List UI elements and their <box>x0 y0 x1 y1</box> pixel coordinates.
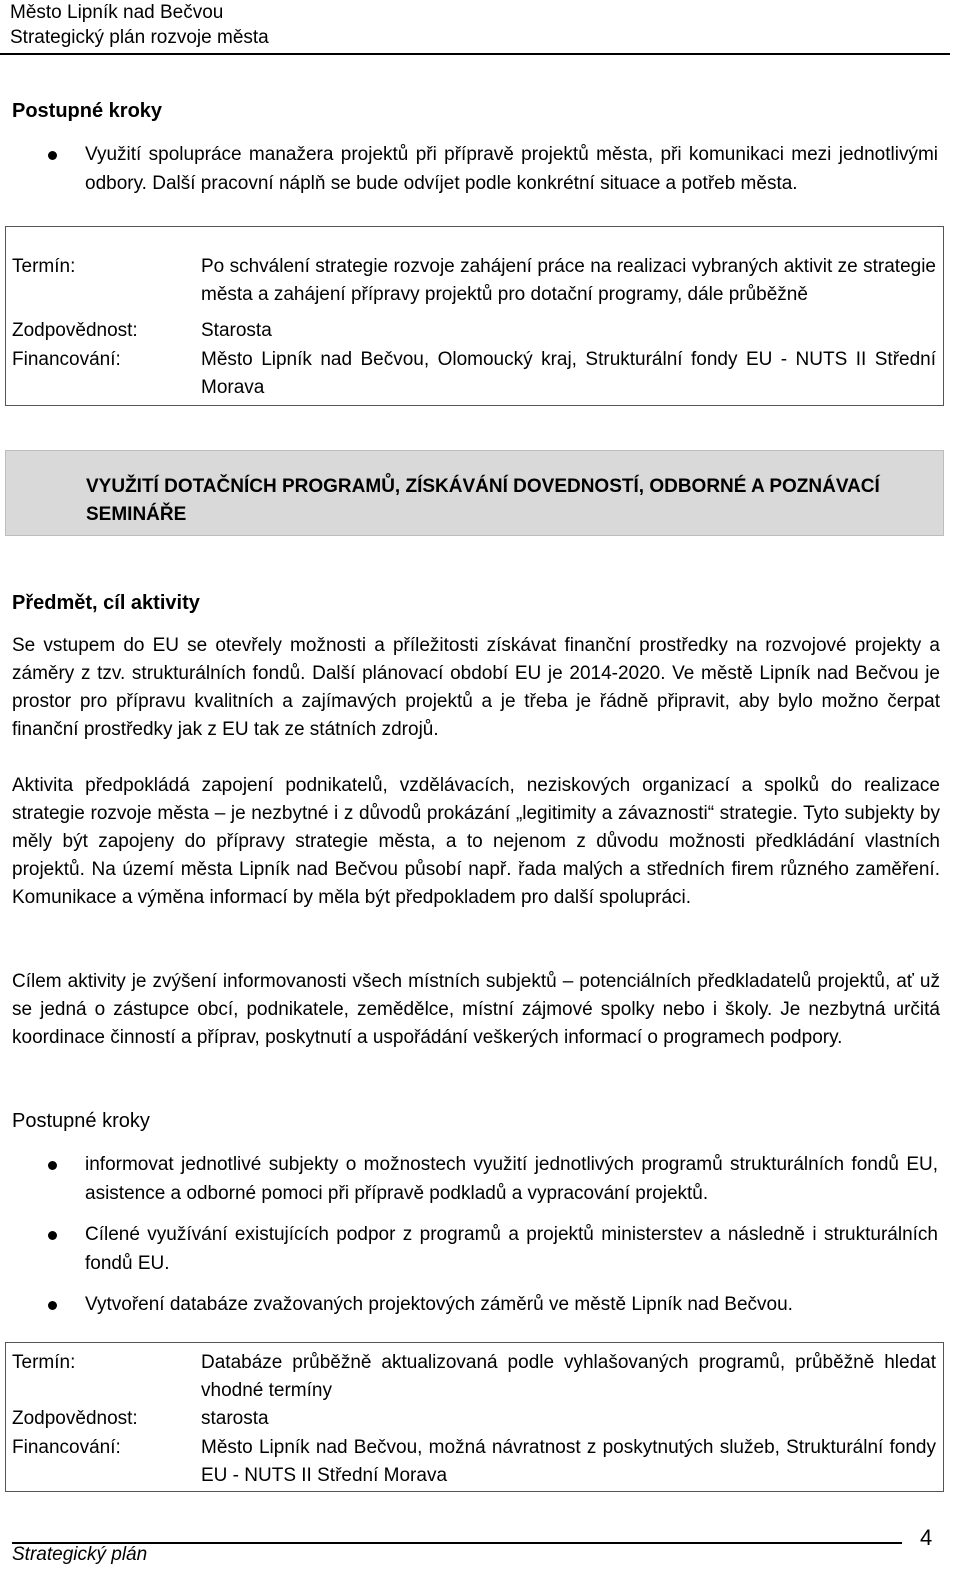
section-heading-steps-1: Postupné kroky <box>12 100 163 122</box>
bullet-dot-icon <box>48 1301 57 1310</box>
section-heading-steps-2: Postupné kroky <box>12 1110 150 1132</box>
info-table-2 <box>5 1342 944 1492</box>
paragraph-2: Aktivita předpokládá zapojení podnikatelů, vzdělávacích, neziskových organizací a spolků do realizace strategie rozvoje města – je nezbytné i z důvodů prokázání „legitimity a závaznosti“ strategie. Tyto subjekty by měly být zapojeny do přípravy strategie města, a to nejenom z důvodu možnosti předkládání vlastních projektů. Na území města Lipník nad Bečvou působí např. řada malých a středních firem různého zaměření. Komunikace a výměna informací by měla být předpokladem pro další spolupráci. <box>12 775 940 908</box>
footer-label: Strategický plán <box>12 1544 148 1565</box>
header-rule <box>0 53 950 55</box>
term-value: Po schválení strategie rozvoje zahájení práce na realizaci vybraných aktivit ze strategie města a zahájení přípravy projektů pro dotační programy, dále průběžně <box>201 256 936 305</box>
header-subtitle: Strategický plán rozvoje města <box>10 27 269 48</box>
term-label: Termín: <box>12 1352 76 1373</box>
header-title: Město Lipník nad Bečvou <box>10 2 224 23</box>
term-label: Termín: <box>12 256 76 277</box>
responsibility-label: Zodpovědnost: <box>12 320 138 341</box>
info-table-1 <box>5 226 944 406</box>
bullet-dot-icon <box>48 1161 57 1170</box>
term-value: Databáze průběžně aktualizovaná podle vyhlašovaných programů, průběžně hledat vhodné termíny <box>201 1352 936 1401</box>
bullet-dot-icon <box>48 151 57 160</box>
responsibility-value: Starosta <box>201 320 272 341</box>
section-heading-goal: Předmět, cíl aktivity <box>12 592 200 614</box>
responsibility-value: starosta <box>201 1408 269 1429</box>
steps-2-bullet-3: Vytvoření databáze zvažovaných projektových záměrů ve městě Lipník nad Bečvou. <box>85 1294 793 1315</box>
banner-title: VYUŽITÍ DOTAČNÍCH PROGRAMŮ, ZÍSKÁVÁNÍ DOVEDNOSTÍ, ODBORNÉ A POZNÁVACÍ SEMINÁŘE <box>86 476 880 525</box>
responsibility-label: Zodpovědnost: <box>12 1408 138 1429</box>
page-number: 4 <box>920 1525 933 1550</box>
steps-2-bullet-1: informovat jednotlivé subjekty o možnostech využití jednotlivých programů strukturálních fondů EU, asistence a odborné pomoci při přípravě podkladů a vypracování projektů. <box>85 1154 938 1204</box>
section-banner <box>5 450 944 536</box>
financing-label: Financování: <box>12 1437 121 1458</box>
steps-1-bullet: Využití spolupráce manažera projektů při přípravě projektů města, při komunikaci mezi jednotlivými odbory. Další pracovní náplň se bude odvíjet podle konkrétní situace a potřeb města. <box>85 144 938 194</box>
financing-value: Město Lipník nad Bečvou, Olomoucký kraj, Strukturální fondy EU - NUTS II Střední Morava <box>201 349 936 398</box>
page-header <box>10 0 269 50</box>
paragraph-1: Se vstupem do EU se otevřely možnosti a příležitosti získávat finanční prostředky na rozvojové projekty a záměry z tzv. strukturálních fondů. Další plánovací období EU je 2014-2020. Ve městě Lipník nad Bečvou je prostor pro přípravu kvalitních a zajímavých projektů a je třeba je řádně připravit, aby bylo možno čerpat finanční prostředky jak z EU tak ze státních zdrojů. <box>12 635 940 740</box>
bullet-dot-icon <box>48 1231 57 1240</box>
financing-value: Město Lipník nad Bečvou, možná návratnost z poskytnutých služeb, Strukturální fondy EU - NUTS II Střední Morava <box>201 1437 936 1486</box>
paragraph-3: Cílem aktivity je zvýšení informovanosti všech místních subjektů – potenciálních předkladatelů projektů, ať už se jedná o zástupce obcí, podnikatele, zemědělce, místní zájmové spolky nebo i školy. Je nezbytná určitá koordinace činností a příprav, poskytnutí a uspořádání veškerých informací o programech podpory. <box>12 971 940 1048</box>
steps-2-bullet-2: Cílené využívání existujících podpor z programů a projektů ministerstev a následně i strukturálních fondů EU. <box>85 1224 938 1274</box>
financing-label: Financování: <box>12 349 121 370</box>
